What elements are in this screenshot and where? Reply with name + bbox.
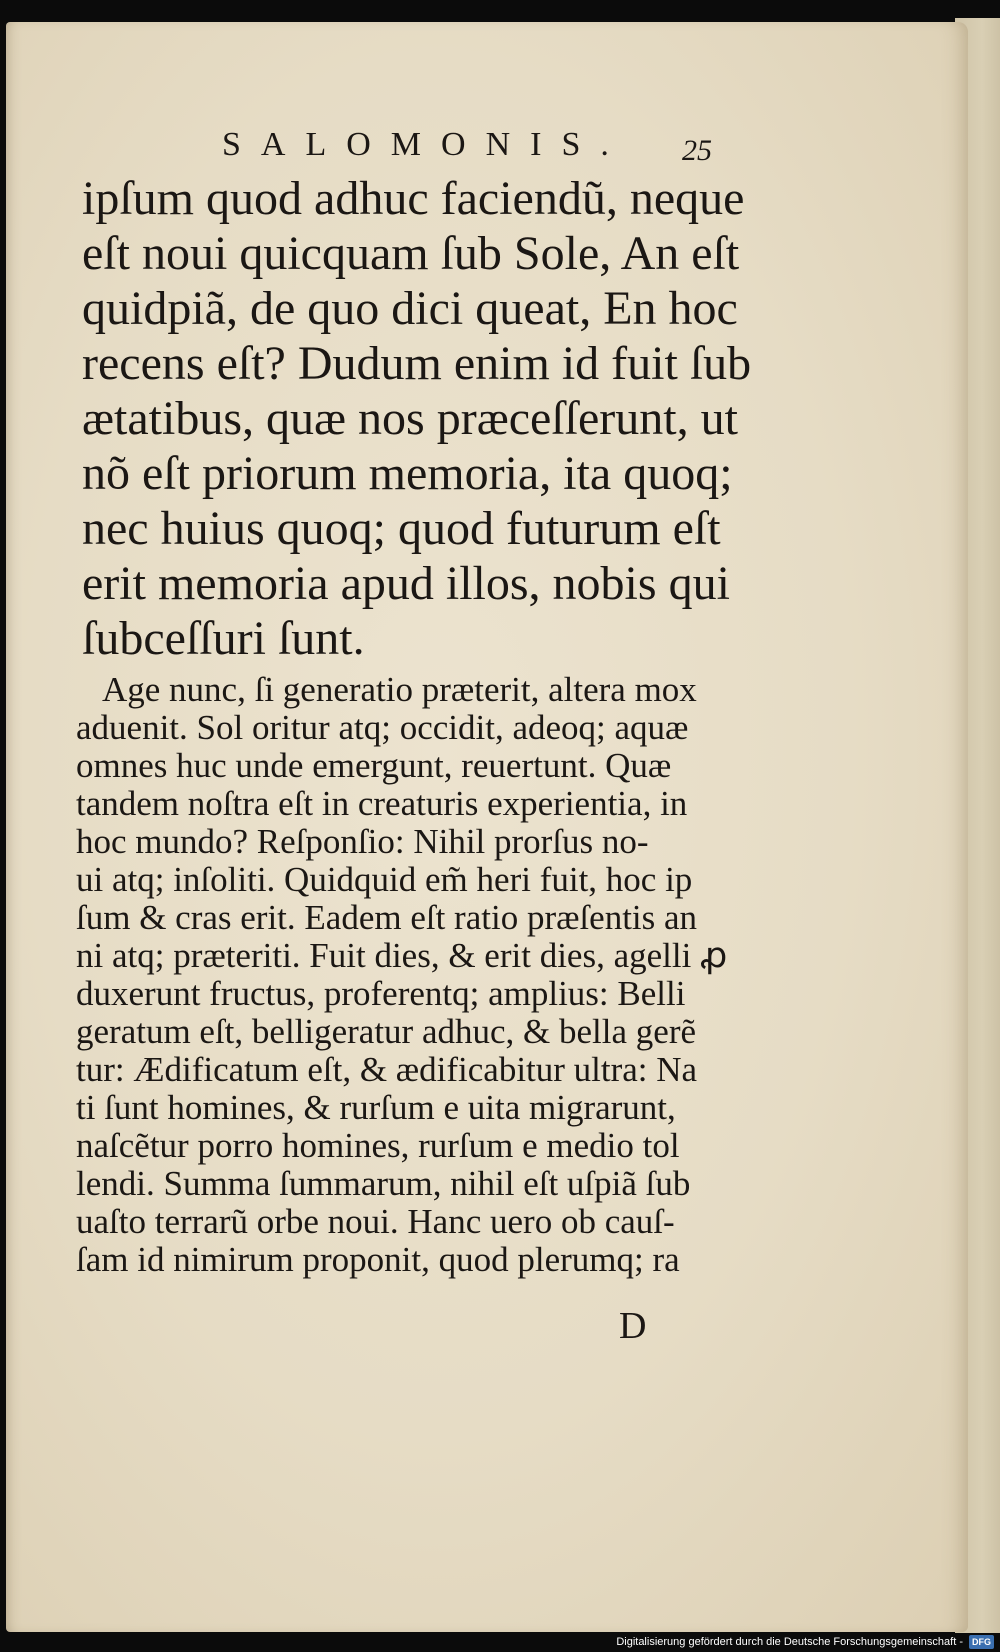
text-line: aduenit. Sol oritur atq; occidit, adeoq; aquæ bbox=[76, 708, 689, 747]
text-line: nec huius quoq; quod futurum eſt bbox=[82, 502, 721, 555]
text-line: ui atq; inſoliti. Quidquid em̃ heri fuit, hoc ip bbox=[76, 860, 693, 899]
text-line: erit memoria apud illos, nobis qui bbox=[82, 557, 730, 610]
text-line: tur: Ædificatum eſt, & ædificabitur ultra: Na bbox=[76, 1050, 698, 1089]
text-line: duxerunt fructus, proferentq; amplius: Belli bbox=[76, 974, 686, 1013]
text-line: ipſum quod adhuc faciendũ, neque bbox=[82, 172, 745, 225]
digitization-credit bbox=[616, 1634, 994, 1650]
text-line: nõ eſt priorum memoria, ita quoq; bbox=[82, 447, 733, 500]
text-line: uaſto terrarũ orbe noui. Hanc uero ob cauſ- bbox=[76, 1202, 675, 1241]
running-head: SALOMONIS. bbox=[222, 126, 629, 163]
text-line: tandem noſtra eſt in creaturis experientia, in bbox=[76, 784, 688, 823]
book-page bbox=[6, 22, 968, 1632]
text-line: ni atq; præteriti. Fuit dies, & erit dies, agelli ꝓ bbox=[76, 936, 728, 975]
text-line: geratum eſt, belligeratur adhuc, & bella gerẽ bbox=[76, 1012, 697, 1051]
text-line: ætatibus, quæ nos præceſſerunt, ut bbox=[82, 392, 738, 445]
text-line: omnes huc unde emergunt, reuertunt. Quæ bbox=[76, 746, 672, 785]
text-line: quidpiã, de quo dici queat, En hoc bbox=[82, 282, 738, 335]
page-number: 25 bbox=[682, 134, 712, 167]
text-line: lendi. Summa ſummarum, nihil eſt uſpiã ſub bbox=[76, 1164, 691, 1203]
text-line: naſcẽtur porro homines, rurſum e medio tol bbox=[76, 1126, 680, 1165]
funding-notice: Digitalisierung gefördert durch die Deutsche Forschungsgemeinschaft - bbox=[616, 1636, 963, 1648]
text-line: ſum & cras erit. Eadem eſt ratio præſentis an bbox=[76, 898, 698, 937]
text-line: hoc mundo? Reſponſio: Nihil prorſus no- bbox=[76, 822, 649, 861]
text-line: ti ſunt homines, & rurſum e uita migrarunt, bbox=[76, 1088, 676, 1127]
text-line: recens eſt? Dudum enim id fuit ſub bbox=[82, 337, 752, 390]
text-line: ſam id nimirum proponit, quod plerumq; ra bbox=[76, 1240, 680, 1279]
dfg-logo: DFG bbox=[969, 1635, 994, 1649]
text-line: ſubceſſuri ſunt. bbox=[82, 612, 365, 665]
text-line: Age nunc, ſi generatio præterit, altera mox bbox=[102, 670, 697, 709]
signature-mark: D bbox=[619, 1305, 647, 1347]
text-line: eſt noui quicquam ſub Sole, An eſt bbox=[82, 227, 740, 280]
